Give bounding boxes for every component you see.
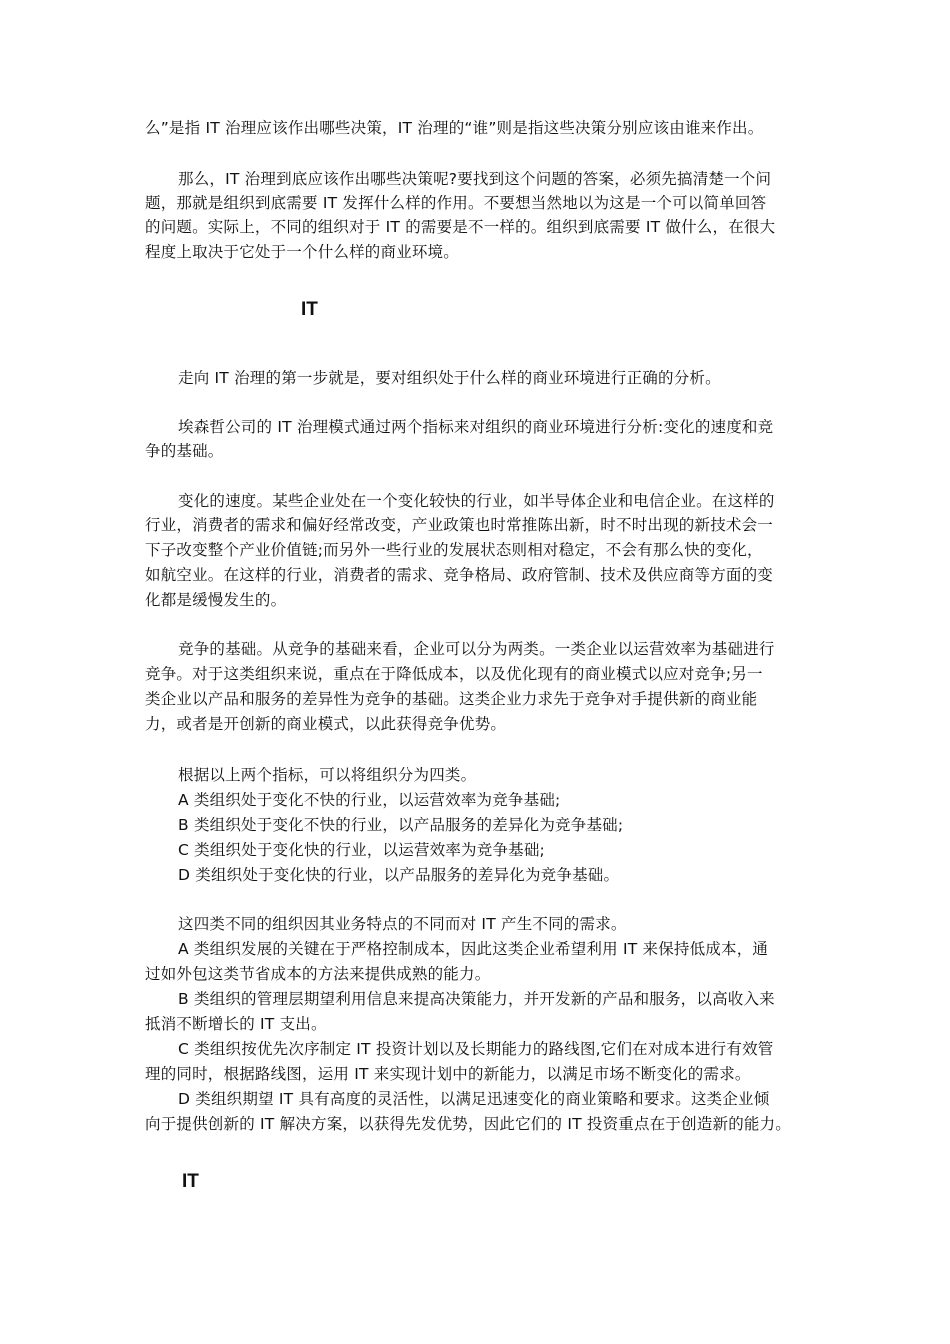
paragraph-line: 争的基础。 [145,442,224,460]
paragraph-line: 过如外包这类节省成本的方法来提供成熟的能力。 [145,965,491,983]
paragraph-line: 的问题。实际上，不同的组织对于 IT 的需要是不一样的。组织到底需要 IT 做什么，在很大 [145,218,776,236]
paragraph-line: 类企业以产品和服务的差异性为竞争的基础。这类企业力求先于竞争对手提供新的商业能 [145,690,758,708]
paragraph-line: 抵消不断增长的 IT 支出。 [145,1015,327,1033]
section-heading: IT [301,299,318,320]
paragraph-line: 下子改变整个产业价值链;而另外一些行业的发展状态则相对稳定，不会有那么快的变化， [145,541,763,559]
section-heading: IT [182,1171,199,1192]
paragraph-line: 如航空业。在这样的行业，消费者的需求、竞争格局、政府管制、技术及供应商等方面的变 [145,566,774,584]
paragraph-line: 行业，消费者的需求和偏好经常改变，产业政策也时常推陈出新，时不时出现的新技术会一 [145,516,774,534]
intro-line: 么”是指 IT 治理应该作出哪些决策，IT 治理的“谁”则是指这些决策分别应该由谁来作出。 [145,119,764,137]
list-item: B 类组织处于变化不快的行业，以产品服务的差异化为竞争基础; [178,816,624,834]
paragraph-line: A 类组织发展的关键在于严格控制成本，因此这类企业希望利用 IT 来保持低成本，通 [178,940,769,958]
paragraph-line: 化都是缓慢发生的。 [145,591,287,609]
paragraph-line: 埃森哲公司的 IT 治理模式通过两个指标来对组织的商业环境进行分析:变化的速度和竞 [178,418,774,436]
paragraph-line: 程度上取决于它处于一个什么样的商业环境。 [145,243,460,261]
paragraph-line: B 类组织的管理层期望利用信息来提高决策能力，并开发新的产品和服务，以高收入来 [178,990,775,1008]
paragraph-line: D 类组织期望 IT 具有高度的灵活性，以满足迅速变化的商业策略和要求。这类企业倾 [178,1090,770,1108]
paragraph-line: 这四类不同的组织因其业务特点的不同而对 IT 产生不同的需求。 [178,915,627,933]
paragraph-line: 竞争的基础。从竞争的基础来看，企业可以分为两类。一类企业以运营效率为基础进行 [178,640,775,658]
paragraph-line: 那么，IT 治理到底应该作出哪些决策呢?要找到这个问题的答案，必须先搞清楚一个问 [178,170,772,188]
paragraph-line: C 类组织按优先次序制定 IT 投资计划以及长期能力的路线图,它们在对成本进行有效管 [178,1040,774,1058]
list-item: C 类组织处于变化快的行业，以运营效率为竞争基础; [178,841,545,859]
paragraph-line: 向于提供创新的 IT 解决方案，以获得先发优势，因此它们的 IT 投资重点在于创造新的能力。 [145,1115,791,1133]
paragraph-line: 根据以上两个指标，可以将组织分为四类。 [178,766,477,784]
paragraph-line: 变化的速度。某些企业处在一个变化较快的行业，如半导体企业和电信企业。在这样的 [178,492,775,510]
paragraph-line: 竞争。对于这类组织来说，重点在于降低成本，以及优化现有的商业模式以应对竞争;另一 [145,665,763,683]
list-item: D 类组织处于变化快的行业，以产品服务的差异化为竞争基础。 [178,866,620,884]
paragraph-line: 走向 IT 治理的第一步就是，要对组织处于什么样的商业环境进行正确的分析。 [178,369,721,387]
paragraph-line: 理的同时，根据路线图，运用 IT 来实现计划中的新能力，以满足市场不断变化的需求。 [145,1065,751,1083]
paragraph-line: 题，那就是组织到底需要 IT 发挥什么样的作用。不要想当然地以为这是一个可以简单回答 [145,194,767,212]
paragraph-line: 力，或者是开创新的商业模式，以此获得竞争优势。 [145,715,507,733]
list-item: A 类组织处于变化不快的行业，以运营效率为竞争基础; [178,791,561,809]
